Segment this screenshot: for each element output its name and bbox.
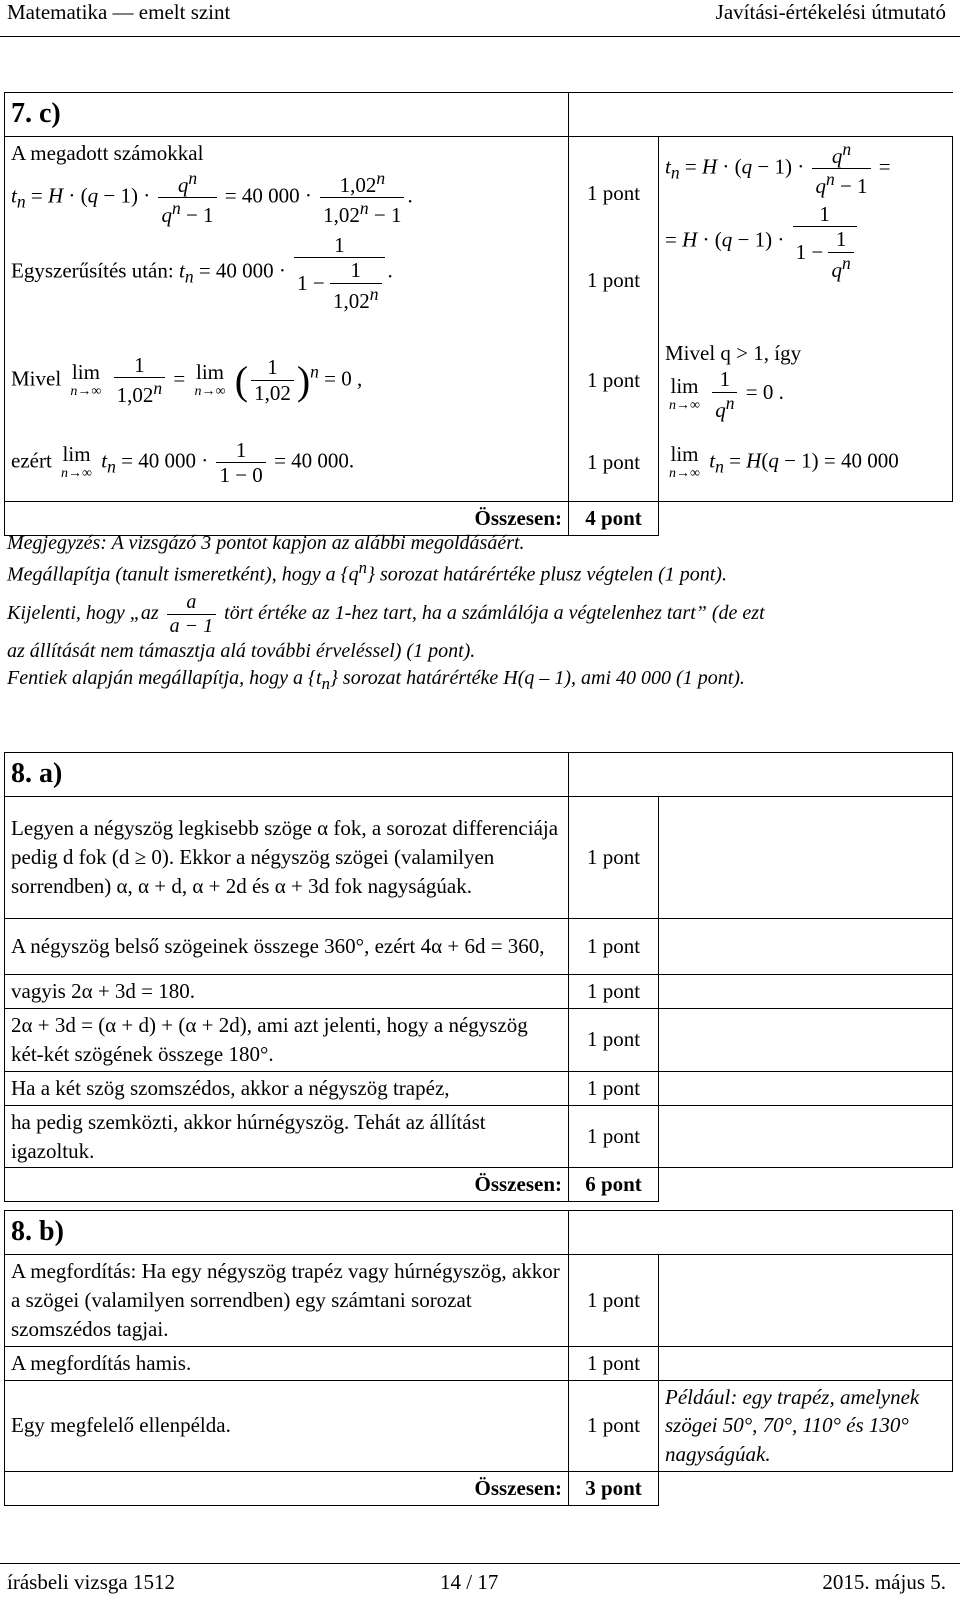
grading-note-7c — [7, 530, 947, 695]
total-label-8b: Összesen: — [5, 1472, 569, 1506]
step-8a-3: vagyis 2α + 3d = 180. — [5, 974, 569, 1008]
points-8a-2: 1 pont — [569, 918, 659, 974]
points-8a-6: 1 pont — [569, 1105, 659, 1168]
task-8a-table — [4, 752, 953, 1202]
note-line-3: Kijelenti, hogy „az $\frac{a}{a - 1}$ tört értéke az 1-hez tart, ha a számlálója a végtelenhez tart” (de ezt — [7, 590, 765, 637]
task-7c-title: 7. c) — [5, 93, 569, 137]
alt-solution-limit: Mivel q > 1, így lim n→∞ $\frac{1}{q^n}$ = 0 . — [659, 337, 953, 424]
task-7c-table — [4, 92, 953, 536]
alt-since-label: Mivel q > 1, így — [665, 340, 802, 365]
points-7c-2: 1 pont — [586, 267, 641, 292]
since-label: Mivel — [11, 365, 62, 390]
total-points-8a: 6 pont — [569, 1168, 659, 1202]
formula-limit-power: Mivel lim n→∞ $\frac{1}{1,02^n}$ = lim n→∞ ( $\frac{1}{1,02}$ )$^n$ = 0 , — [5, 337, 569, 424]
total-points-7c: 4 pont — [569, 502, 659, 536]
step-8a-6: ha pedig szemközti, akkor húrnégyszög. Tehát az állítást igazoltuk. — [5, 1105, 569, 1168]
note-line-5: Fentiek alapján megállapítja, hogy a $\{t_n\}$ sorozat határértéke H(q – 1), ami 40 000 (1 pont). — [7, 666, 745, 693]
total-label-8a: Összesen: — [5, 1168, 569, 1202]
header-guide-title: Javítási-értékelési útmutató — [715, 0, 946, 24]
task-8a-title: 8. a) — [5, 753, 569, 797]
points-8a-3: 1 pont — [569, 974, 659, 1008]
note-line-2: Megállapítja (tanult ismeretként), hogy a $\{q^n\}$ sorozat határértéke plusz végtelen (1 pont). — [7, 558, 727, 586]
counterexample-note: Például: egy trapéz, amelynek szögei 50°, 70°, 110° és 130° nagyságúak. — [659, 1380, 953, 1472]
step-8a-2: A négyszög belső szögeinek összege 360°, ezért 4α + 6d = 360, — [5, 918, 569, 974]
points-7c-3: 1 pont — [569, 337, 659, 424]
header-rule — [0, 36, 960, 37]
points-7c-4: 1 pont — [569, 424, 659, 502]
task-8b-table — [4, 1210, 953, 1506]
note-line-4: az állítását nem támasztja alá további érveléssel) (1 pont). — [7, 639, 476, 662]
points-8b-3: 1 pont — [569, 1380, 659, 1472]
formula-limit-tn: ezért lim n→∞ $t_n = 40$ 000 · $\frac{1}{1 - 0}$ = 40 000. — [5, 424, 569, 502]
note-line-1: Megjegyzés: A vizsgázó 3 pontot kapjon az alábbi megoldásáért. — [7, 532, 525, 554]
footer-rule — [0, 1563, 960, 1564]
points-8a-4: 1 pont — [569, 1008, 659, 1071]
simplify-label: Egyszerűsítés után: — [11, 258, 174, 283]
alt-solution-tn: $t_n = H \cdot (q - 1)$ · $\frac{q^n}{q^n - 1}$ = = H · (q − 1) · 1 1 − $\frac{1}{q^n}$ — [659, 137, 953, 337]
step-8b-2: A megfordítás hamis. — [5, 1346, 569, 1380]
footer-date: 2015. május 5. — [822, 1570, 946, 1594]
task-7c-intro: A megadott számokkal — [11, 141, 204, 165]
total-label-7c: Összesen: — [5, 502, 569, 536]
formula-tn: $t_n = H \cdot (q - 1)$ · $\frac{q^n}{q^n - 1}$ = 40 000 · $\frac{1,02^n}{1,02^n - 1}$ . — [11, 167, 413, 228]
step-8a-5: Ha a két szög szomszédos, akkor a négyszög trapéz, — [5, 1071, 569, 1105]
footer-exam-id: írásbeli vizsga 1512 — [7, 1570, 175, 1594]
points-8b-2: 1 pont — [569, 1346, 659, 1380]
step-8a-4: 2α + 3d = (α + d) + (α + 2d), ami azt jelenti, hogy a négyszög két-két szögének összege 180°. — [5, 1008, 569, 1071]
header-subject: Matematika — emelt szint — [7, 0, 231, 24]
footer-page-number: 14 / 17 — [440, 1570, 499, 1594]
step-8a-1: Legyen a négyszög legkisebb szöge α fok, a sorozat differenciája pedig d fok (d ≥ 0). Ekkor a négyszög szögei (valamilyen sorrendben) α, α + d, α + 2d és α + 3d fok nagyságúak. — [5, 796, 569, 918]
step-8b-3: Egy megfelelő ellenpélda. — [5, 1380, 569, 1472]
points-8b-1: 1 pont — [569, 1254, 659, 1346]
total-points-8b: 3 pont — [569, 1472, 659, 1506]
task-7c-steps — [5, 137, 569, 337]
formula-simplified: Egyszerűsítés után: $t_n = 40$ 000 · 1 1 − $\frac{1}{1,02^n}$ . — [11, 233, 393, 313]
alt-solution-result: lim n→∞ $t_n = H(q - 1) = 40$ 000 — [659, 424, 953, 502]
points-8a-5: 1 pont — [569, 1071, 659, 1105]
points-7c-1: 1 pont — [586, 180, 641, 205]
task-8b-title: 8. b) — [5, 1211, 569, 1255]
hence-label: ezért — [11, 448, 52, 473]
points-8a-1: 1 pont — [569, 796, 659, 918]
step-8b-1: A megfordítás: Ha egy négyszög trapéz vagy húrnégyszög, akkor a szögei (valamilyen sorrendben) egy számtani sorozat szomszédos tagjai. — [5, 1254, 569, 1346]
